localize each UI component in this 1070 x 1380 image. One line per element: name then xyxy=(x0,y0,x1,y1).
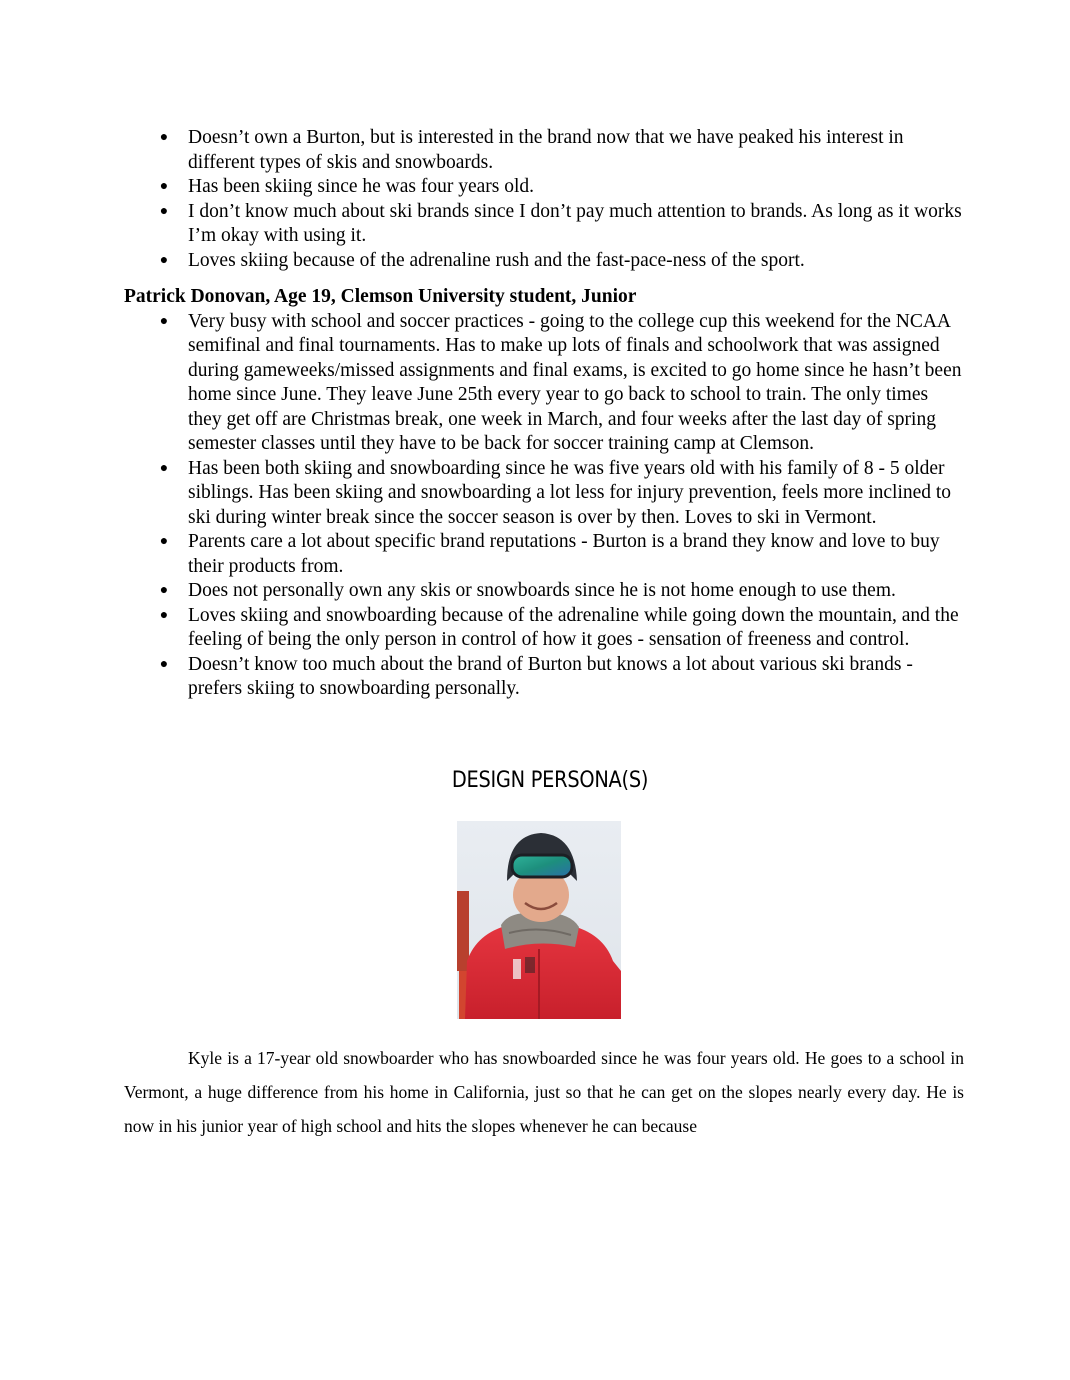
list-item xyxy=(124,175,964,200)
bullet-text: Parents care a lot about specific brand reputations - Burton is a brand they know and love to buy their products from. xyxy=(188,531,940,577)
list-item xyxy=(124,249,964,274)
list-item xyxy=(124,530,964,579)
bullet-icon: ● xyxy=(159,607,169,623)
section-title: DESIGN PERSONA(S) xyxy=(451,767,649,793)
list-item xyxy=(124,604,964,653)
bullet-text: Has been skiing since he was four years old. xyxy=(188,176,535,197)
bullet-icon: ● xyxy=(159,656,169,672)
bullet-icon: ● xyxy=(159,252,169,268)
top-bullet-list xyxy=(124,126,964,273)
list-item xyxy=(124,579,964,604)
bullet-text: Doesn’t own a Burton, but is interested in the brand now that we have peaked his interest in different types of skis and snowboards. xyxy=(188,127,904,173)
list-item xyxy=(124,457,964,531)
bullet-icon: ● xyxy=(159,203,169,219)
persona-photo xyxy=(457,821,621,1019)
bullet-icon: ● xyxy=(159,179,169,194)
bullet-text: Loves skiing because of the adrenaline rush and the fast-pace-ness of the sport. xyxy=(188,249,805,271)
bullet-icon: ● xyxy=(159,130,169,145)
bullet-text: Very busy with school and soccer practices - going to the college cup this weekend for the NCAA semifinal and final tournaments. Has to make up lots of finals and schoolwork that was assigned during gameweeks/missed assignments and final exams, is excited to go home since he hasn’t been home since June. They leave June 25th every year to go back to school to train. The only times they get off are Christmas break, one week in March, and four weeks after the last day of spring semester classes until they have to be back for soccer training camp at Clemson. xyxy=(188,310,962,454)
list-item xyxy=(124,126,964,175)
list-item xyxy=(124,310,964,457)
person-heading: Patrick Donovan, Age 19, Clemson University student, Junior xyxy=(124,286,637,307)
list-item xyxy=(124,653,964,702)
bullet-icon: ● xyxy=(159,534,169,549)
bullet-text: Doesn’t know too much about the brand of Burton but knows a lot about various ski brands - prefers skiing to snowboarding personally. xyxy=(188,653,913,699)
list-item xyxy=(124,200,964,249)
page-content xyxy=(124,126,964,1143)
bullet-icon: ● xyxy=(159,313,169,329)
persona-paragraph: Kyle is a 17-year old snowboarder who has snowboarded since he was four years old. He goes to a school in Vermont, a huge difference from his home in California, just so that he can get on the slopes nearly every day. He is now in his junior year of high school and hits the slopes whenever he can because xyxy=(124,1047,964,1136)
bullet-text: Has been both skiing and snowboarding since he was five years old with his family of 8 - 5 older siblings. Has been skiing and snowboarding a lot less for injury prevention, feels more inclined to ski during winter break since the soccer season is over by then. Loves to ski in Vermont. xyxy=(188,457,952,528)
bullet-icon: ● xyxy=(159,460,169,476)
bullet-text: Does not personally own any skis or snowboards since he is not home enough to use them. xyxy=(188,580,896,601)
person-bullet-list xyxy=(124,310,964,702)
bullet-text: I don’t know much about ski brands since I don’t pay much attention to brands. As long as it works I’m okay with using it. xyxy=(188,200,962,246)
bullet-icon: ● xyxy=(159,583,169,598)
bullet-text: Loves skiing and snowboarding because of the adrenaline while going down the mountain, and the feeling of being the only person in control of how it goes - sensation of freeness and control. xyxy=(188,604,959,650)
